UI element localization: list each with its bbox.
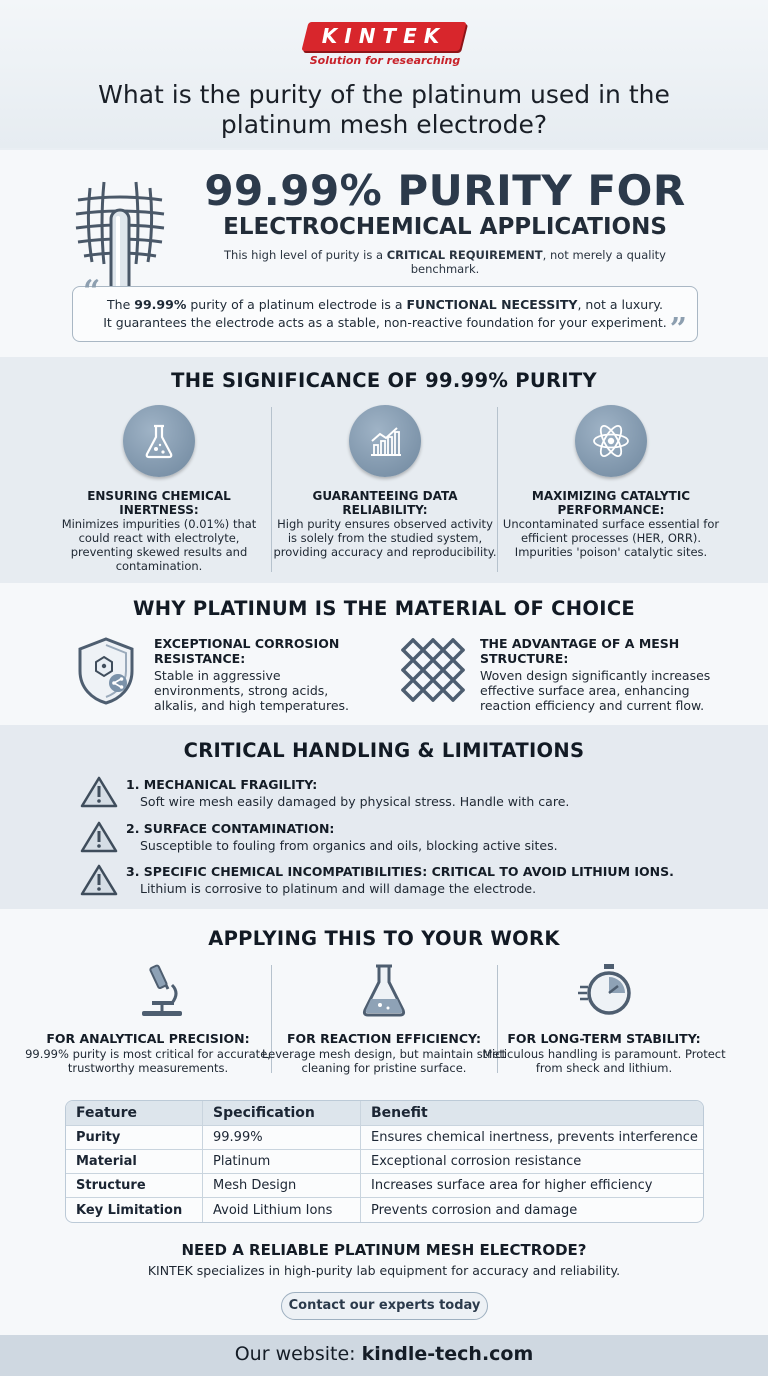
why-heading: THE ADVANTAGE OF A MESH STRUCTURE:	[480, 636, 680, 666]
table-cell: 99.99%	[202, 1126, 360, 1150]
cta-heading: NEED A RELIABLE PLATINUM MESH ELECTRODE?	[181, 1241, 587, 1259]
footer-label: Our website:	[234, 1343, 362, 1365]
hero-subtitle-title: ELECTROCHEMICAL APPLICATIONS	[223, 214, 667, 240]
table-row	[66, 1198, 703, 1222]
cta-section	[0, 1241, 768, 1335]
chart-icon	[349, 405, 421, 477]
handling-heading: 2. SURFACE CONTAMINATION:	[126, 821, 335, 836]
significance-item	[272, 405, 498, 575]
microscope-icon	[132, 961, 192, 1021]
stopwatch-icon	[578, 961, 638, 1021]
cta-text: KINTEK specializes in high-purity lab equipment for accuracy and reliability.	[147, 1263, 621, 1278]
contact-experts-button[interactable]: Contact our experts today	[281, 1292, 488, 1320]
flask-icon	[123, 405, 195, 477]
handling-section	[0, 725, 768, 909]
apply-heading: FOR REACTION EFFICIENCY:	[286, 1031, 481, 1046]
significance-heading: ENSURING CHEMICAL INERTNESS:	[87, 489, 231, 517]
section-title: CRITICAL HANDLING & LIMITATIONS	[183, 739, 585, 762]
handling-text: Soft wire mesh easily damaged by physical stress. Handle with care.	[140, 794, 570, 809]
table-cell: Structure	[66, 1174, 202, 1198]
apply-text: Meticulous handling is paramount. Protect from sheck and lithium.	[482, 1047, 726, 1075]
summary-table-section	[0, 1091, 768, 1241]
table-cell: Ensures chemical inertness, prevents interference	[360, 1126, 703, 1150]
open-quote-icon: “	[83, 274, 101, 309]
summary-table	[65, 1100, 704, 1223]
table-cell: Increases surface area for higher efficiency	[360, 1174, 703, 1198]
mesh-icon	[398, 635, 468, 705]
table-row	[66, 1126, 703, 1150]
logo-tagline: Solution for researching	[309, 54, 461, 67]
significance-item	[46, 405, 272, 575]
warning-icon	[80, 863, 118, 897]
table-cell: Material	[66, 1150, 202, 1174]
significance-text: Minimizes impurities (0.01%) that could react with electrolyte, preventing skewed results and contamination.	[61, 517, 257, 573]
quote-line-1	[73, 296, 697, 314]
beaker-icon	[354, 961, 414, 1021]
shield-icon	[74, 635, 138, 707]
quote-text: purity of a platinum electrode is a	[186, 297, 407, 312]
table-row	[66, 1174, 703, 1198]
table-cell: Prevents corrosion and damage	[360, 1198, 703, 1222]
column-header: Specification	[202, 1101, 360, 1126]
apply-section	[0, 909, 768, 1091]
table-cell: Purity	[66, 1126, 202, 1150]
table-cell: Key Limitation	[76, 1202, 183, 1218]
table-row	[66, 1150, 703, 1174]
apply-heading: FOR LONG-TERM STABILITY:	[507, 1031, 701, 1046]
header	[0, 0, 768, 148]
quote-line-2: It guarantees the electrode acts as a stable, non-reactive foundation for your experiment.	[103, 315, 667, 330]
quote-emphasis: FUNCTIONAL NECESSITY	[406, 297, 578, 312]
footer	[0, 1335, 768, 1376]
handling-heading: 1. MECHANICAL FRAGILITY:	[126, 777, 318, 792]
page-question: What is the purity of the platinum used in the platinum mesh electrode?	[98, 80, 670, 139]
section-title: THE SIGNIFICANCE OF 99.99% PURITY	[171, 369, 597, 392]
hero-description-text: This high level of purity is a	[224, 248, 387, 262]
section-title: WHY PLATINUM IS THE MATERIAL OF CHOICE	[132, 597, 636, 620]
significance-heading: GUARANTEEING DATA RELIABILITY:	[312, 489, 458, 517]
quote-text: , not a luxury.	[577, 297, 663, 312]
hero-description	[190, 248, 700, 276]
why-platinum-section	[0, 583, 768, 725]
why-text: Stable in aggressive environments, strong acids, alkalis, and high temperatures.	[154, 668, 349, 713]
table-cell: Mesh Design	[202, 1174, 360, 1198]
column-header: Feature	[66, 1101, 202, 1126]
close-quote-icon: ”	[669, 312, 687, 347]
quote-text: The	[107, 297, 135, 312]
why-heading: EXCEPTIONAL CORROSION RESISTANCE:	[154, 636, 340, 666]
warning-icon	[80, 775, 118, 809]
handling-text: Lithium is corrosive to platinum and will damage the electrode.	[140, 881, 537, 896]
significance-text: High purity ensures observed activity is solely from the studied system, providing accuracy and reproducibility.	[273, 517, 497, 559]
significance-section	[0, 357, 768, 583]
hero-description-emphasis: CRITICAL REQUIREMENT	[386, 248, 543, 262]
apply-text: Leverage mesh design, but maintain strict cleaning for pristine surface.	[261, 1047, 507, 1075]
section-title: APPLYING THIS TO YOUR WORK	[208, 927, 560, 950]
significance-item	[498, 405, 724, 575]
table-cell: Avoid Lithium Ions	[202, 1198, 360, 1222]
significance-text: Uncontaminated surface essential for efficient processes (HER, ORR). Impurities 'poison' catalytic sites.	[502, 517, 720, 559]
warning-icon	[80, 820, 118, 854]
hero-section	[0, 150, 768, 357]
handling-heading: 3. SPECIFIC CHEMICAL INCOMPATIBILITIES: CRITICAL TO AVOID LITHIUM IONS.	[126, 864, 674, 879]
quote-emphasis: 99.99%	[134, 297, 187, 312]
hero-title: 99.99% PURITY FOR	[204, 166, 686, 215]
atom-icon	[575, 405, 647, 477]
hero-description-text: , not merely a quality benchmark.	[410, 248, 666, 276]
footer-text	[0, 1343, 768, 1365]
logo[interactable]: KINTEK	[321, 24, 447, 48]
table-cell: Platinum	[202, 1150, 360, 1174]
table-header-row	[66, 1101, 703, 1126]
why-text: Woven design significantly increases effective surface area, enhancing reaction efficiency and current flow.	[480, 668, 711, 713]
apply-heading: FOR ANALYTICAL PRECISION:	[46, 1031, 250, 1046]
significance-heading: MAXIMIZING CATALYTIC PERFORMANCE:	[531, 489, 691, 517]
quote-box	[72, 274, 698, 347]
handling-text: Susceptible to fouling from organics and oils, blocking active sites.	[140, 838, 558, 853]
column-header: Benefit	[360, 1101, 703, 1126]
website-link[interactable]: kindle-tech.com	[361, 1343, 534, 1365]
table-cell: Exceptional corrosion resistance	[360, 1150, 703, 1174]
apply-text: 99.99% purity is most critical for accurate, trustworthy measurements.	[25, 1047, 271, 1075]
